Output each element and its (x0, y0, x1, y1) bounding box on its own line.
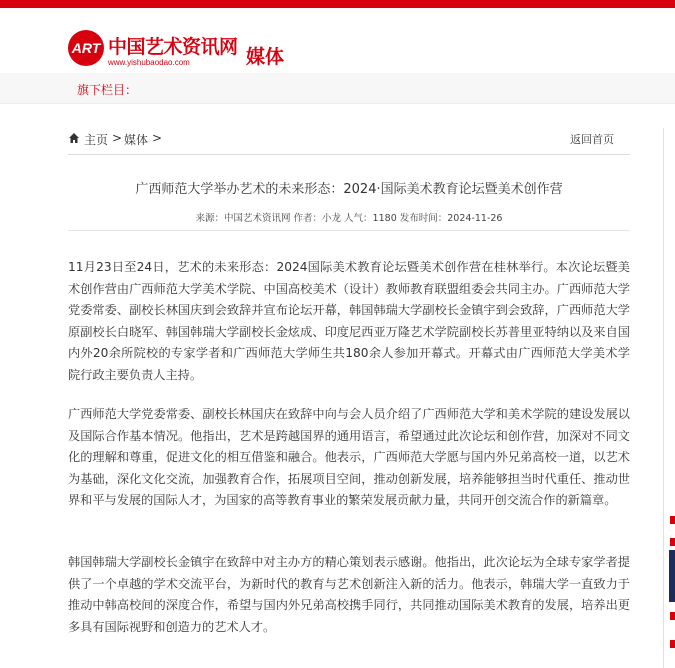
sidebar-banner[interactable] (669, 550, 675, 602)
breadcrumb-separator: > (152, 131, 163, 145)
site-name: 中国艺术资讯网 (108, 36, 238, 58)
meta-divider (68, 230, 630, 231)
article-paragraph: 广西师范大学党委常委、副校长林国庆在致辞中向与会人员介绍了广西师范大学和美术学院的建设发展以及国际合作基本情况。他指出，艺术是跨越国界的通用语言，希望通过此次论坛和创作营，加深对不同文化的理解和尊重，促进文化的相互借鉴和融合。他表示，广西师范大学愿与国内外兄弟高校一道，以艺术为基础，深化文化交流，加强教育合作，拓展项目空间，推动创新发展，培养能够担当时代重任、推动世界和平与发展的国际人才，为国家的高等教育事业的繁荣发展贡献力量，共同开创交流合作的新篇章。 (68, 407, 630, 508)
sidebar-list-marker (670, 516, 675, 524)
article-title: 广西师范大学举办艺术的未来形态：2024·国际美术教育论坛暨美术创作营 (135, 182, 563, 197)
logo-mark: ART (68, 30, 104, 66)
breadcrumb (68, 128, 630, 155)
site-domain: www.yishubaodao.com (108, 58, 190, 67)
site-logo[interactable] (68, 30, 268, 74)
breadcrumb-category[interactable]: 媒体 (124, 133, 149, 147)
section-title: 媒体 (246, 46, 285, 68)
top-brand-bar (0, 0, 675, 8)
breadcrumb-home[interactable]: 主页 (84, 133, 109, 147)
article-meta: 来源：中国艺术资讯网 作者：小龙 人气：1180 发布时间：2024-11-26 (195, 213, 503, 224)
article-paragraph: 韩国韩瑞大学副校长金镇宇在致辞中对主办方的精心策划表示感谢。他指出，此次论坛为全球专家学者提供了一个卓越的学术交流平台，为新时代的教育与艺术创新注入新的活力。他表示，韩瑞大学一直致力于推动中韩高校间的深度合作，希望与国内外兄弟高校携手同行，共同推动国际美术教育的发展，培养出更多具有国际视野和创造力的艺术人才。 (68, 555, 630, 634)
sidebar-list-marker (670, 612, 675, 620)
right-sidebar-edge (663, 128, 675, 668)
sidebar-list-marker (670, 640, 675, 648)
article-paragraph: 11月23日至24日，艺术的未来形态：2024国际美术教育论坛暨美术创作营在桂林举行。本次论坛暨美术创作营由广西师范大学美术学院、中国高校美术（设计）教师教育联盟组委会共同主办。广西师范大学党委常委、副校长林国庆到会致辞并宣布论坛开幕，韩国韩瑞大学副校长金镇宇到会致辞，广西师范大学原副校长白晓军、韩国韩瑞大学副校长金炫成、印度尼西亚万隆艺术学院副校长苏普里亚特纳以及来自国内外20余所院校的专家学者和广西师范大学师生共180余人参加开幕式。开幕式由广西师范大学美术学院行政主要负责人主持。 (68, 260, 630, 382)
subnav-label: 旗下栏目： (77, 83, 138, 97)
sub-navigation (0, 73, 675, 104)
site-header (0, 8, 675, 73)
sidebar-list-marker (670, 538, 675, 546)
home-icon (68, 132, 80, 144)
sidebar-border (663, 128, 664, 668)
breadcrumb-separator: > (112, 131, 123, 145)
back-home-link[interactable]: 返回首页 (570, 133, 614, 146)
